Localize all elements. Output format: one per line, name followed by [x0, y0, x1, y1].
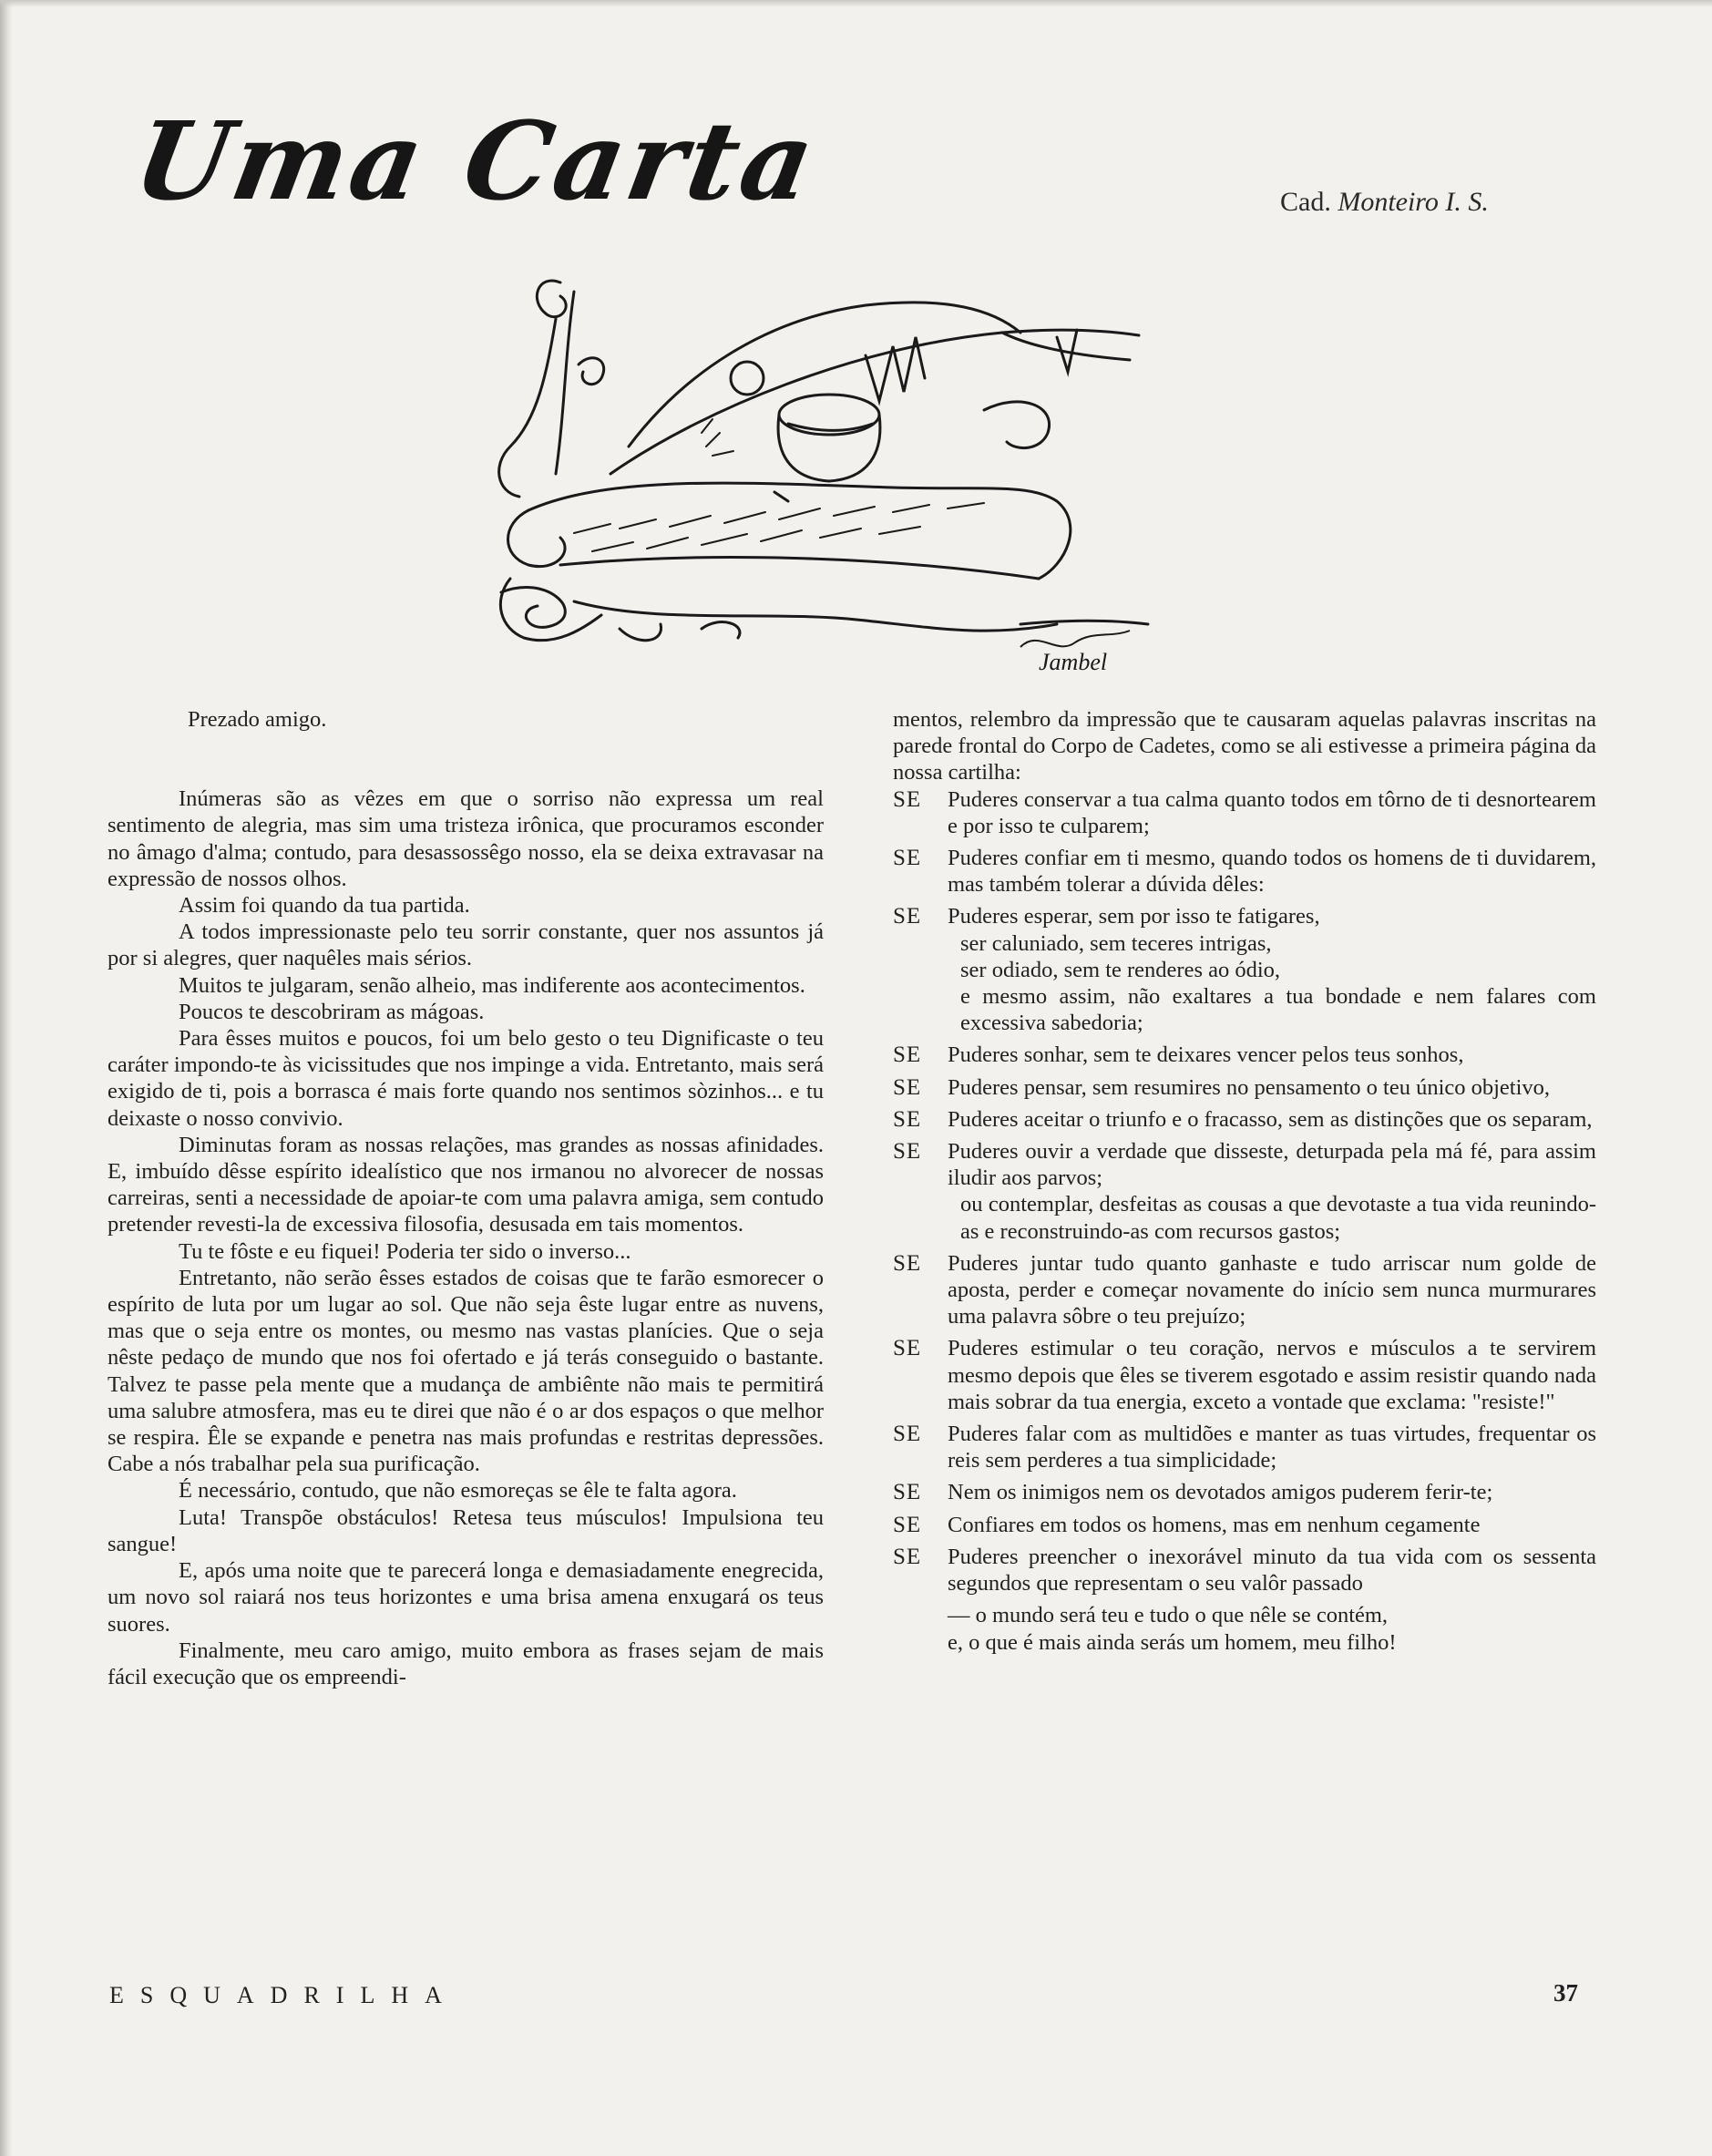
letter-right-column — [893, 706, 1596, 1656]
byline-author: Monteiro I. S. — [1338, 187, 1489, 217]
left-paragraph: Tu te fôste e eu fiquei! Poderia ter sido o inverso... — [179, 1238, 631, 1264]
left-paragraph: Muitos te julgaram, senão alheio, mas indiferente aos acontecimentos. — [179, 972, 805, 998]
se-verse-line: Puderes sonhar, sem te deixares vencer pelos teus sonhos, — [948, 1042, 1464, 1068]
se-verse-line: Puderes juntar tudo quanto ganhaste e tudo arriscar num golde de aposta, perder e começar novamente do início sem nunca murmurares uma palavra sôbre o teu prejuízo; — [948, 1250, 1596, 1330]
left-paragraph: Diminutas foram as nossas relações, mas grandes as nossas afinidades. E, imbuído dêsse espírito idealístico que nos irmanou no alvorecer de nossas carreiras, senti a necessidade de apoiar-te com uma palavra amiga, sem contudo pretender revesti-la de excessiva filosofia, desusada em tais momentos. — [108, 1132, 824, 1237]
se-verse-line: Puderes conservar a tua calma quanto todos em tôrno de ti desnortearem e por isso te culparem; — [948, 786, 1596, 838]
se-verse-line: Puderes preencher o inexorável minuto da tua vida com os sessenta segundos que representam o seu valôr passado — [948, 1544, 1596, 1596]
se-verse — [893, 845, 1596, 898]
closing-line: e, o que é mais ainda serás um homem, meu filho! — [948, 1629, 1397, 1655]
se-verse — [893, 1479, 1596, 1505]
left-paragraph: Poucos te descobriram as mágoas. — [179, 999, 485, 1024]
se-verse-line: Puderes esperar, sem por isso te fatigares, — [948, 904, 1320, 929]
se-verse — [893, 1421, 1596, 1473]
right-intro-paragraph: mentos, relembro da impressão que te causaram aquelas palavras inscritas na parede frontal do Corpo de Cadetes, como se ali estivesse a primeira página da nossa cartilha: — [893, 707, 1596, 785]
se-word: SE — [893, 1042, 922, 1068]
se-verse-line: Puderes aceitar o triunfo e o fracasso, sem as distinções que os separam, — [948, 1106, 1593, 1132]
se-word: SE — [893, 904, 922, 929]
left-paragraph: É necessário, contudo, que não esmoreças se êle te falta agora. — [179, 1478, 737, 1504]
se-word: SE — [893, 1480, 922, 1505]
se-verse-line: Puderes falar com as multidões e manter as tuas virtudes, frequentar os reis sem perderes a tua simplicidade; — [948, 1422, 1596, 1473]
page-top-edge — [0, 0, 1712, 7]
se-verse — [893, 1512, 1596, 1538]
se-verse-line: Puderes confiar em ti mesmo, quando todos os homens de ti duvidarem, mas também tolerar a dúvida dêles: — [948, 846, 1596, 898]
artist-signature: Jambel — [1039, 649, 1108, 675]
left-paragraph: A todos impressionaste pelo teu sorrir constante, quer nos assuntos já por si alegres, quer naquêles mais sérios. — [108, 919, 824, 971]
letter-salutation: Prezado amigo. — [188, 707, 327, 732]
se-verse-line: Nem os inimigos nem os devotados amigos puderem ferir-te; — [948, 1480, 1493, 1505]
se-verse-line: Puderes estimular o teu coração, nervos e músculos a te servirem mesmo depois que êles se tiverem esgotado e assim resistir quando nada mais sobrar da tua energia, exceto a vontade que exclama: "resiste!" — [948, 1336, 1596, 1414]
se-verse — [893, 903, 1596, 1036]
left-paragraph: Finalmente, meu caro amigo, muito embora as frases sejam de mais fácil execução que os empreendi- — [108, 1638, 824, 1689]
se-verse-line: Puderes pensar, sem resumires no pensamento o teu único objetivo, — [948, 1074, 1551, 1100]
se-word: SE — [893, 846, 922, 871]
left-paragraph: Para êsses muitos e poucos, foi um belo gesto o teu Dignificaste o teu caráter impondo-te às vicissitudes que nos impinge a vida. Entretanto, mais será exigido de ti, pois a borrasca é mais forte quando nos sentimos sòzinhos... e tu deixaste o nosso convivio. — [108, 1026, 824, 1131]
left-paragraph: Assim foi quando da tua partida. — [179, 893, 470, 919]
se-word: SE — [893, 1074, 922, 1100]
se-word: SE — [893, 1139, 922, 1165]
page-edge-shadow — [0, 0, 13, 2156]
byline — [1280, 187, 1489, 218]
se-word: SE — [893, 1544, 922, 1569]
se-verse — [893, 1106, 1596, 1133]
se-verse-line: Confiares em todos os homens, mas em nenhum cegamente — [948, 1512, 1481, 1537]
se-verse — [893, 1335, 1596, 1415]
magazine-name: ESQUADRILHA — [109, 1982, 458, 2008]
se-word: SE — [893, 1250, 922, 1276]
se-verse — [893, 1544, 1596, 1596]
se-word: SE — [893, 1336, 922, 1361]
left-paragraph: Entretanto, não serão êsses estados de coisas que te farão esmorecer o espírito de luta por um lugar ao sol. Que não seja êste lugar entre as nuvens, mas que o seja entre os montes, ou mesmo nas vastas planícies. Que o seja nêste pedaço de mundo que nos foi ofertado e já terás conseguido o bastante. Talvez te passe pela mente que a mudança de ambiênte não mais te permitirá uma salubre atmosfera, mas eu te direi que não é o ar dos espaços o que melhor se respira. Êle se expande e penetra nas mais profundas e restritas depressões. Cabe a nós trabalhar pela sua purificação. — [108, 1265, 824, 1477]
se-verse-line: Puderes ouvir a verdade que disseste, deturpada pela má fé, para assim iludir aos parvos; — [948, 1139, 1596, 1191]
page-title: Uma Carta — [125, 98, 827, 224]
quill-inkwell-scroll-illustration — [474, 264, 1184, 683]
se-word: SE — [893, 786, 922, 812]
left-paragraph: Inúmeras são as vêzes em que o sorriso não expressa um real sentimento de alegria, mas sim uma tristeza irônica, que procuramos esconder no âmago d'alma; contudo, para desassossêgo nosso, ela se deixa extravasar na expressão de nossos olhos. — [108, 786, 824, 891]
left-paragraph: E, após uma noite que te parecerá longa e demasiadamente enegrecida, um novo sol raiará nos teus horizontes e uma brisa amena enxugará os teus suores. — [108, 1558, 824, 1637]
se-word: SE — [893, 1106, 922, 1132]
letter-left-column — [108, 706, 824, 1690]
se-verse-line: ou contemplar, desfeitas as cousas a que devotaste a tua vida reunindo-as e reconstruindo-as com recursos gastos; — [960, 1192, 1596, 1244]
se-verse — [893, 1138, 1596, 1245]
se-verse — [893, 1074, 1596, 1101]
se-verse-list — [893, 786, 1596, 1597]
byline-rank: Cad. — [1280, 187, 1331, 217]
se-verse — [893, 786, 1596, 839]
page-number: 37 — [1553, 1979, 1578, 2007]
se-verse-line: e mesmo assim, não exaltares a tua bondade e nem falares com excessiva sabedoria; — [960, 984, 1596, 1036]
se-verse-line: ser odiado, sem te renderes ao ódio, — [960, 957, 1281, 982]
closing-lines — [893, 1602, 1596, 1655]
se-word: SE — [893, 1422, 922, 1447]
se-verse — [893, 1042, 1596, 1068]
se-verse-line: ser caluniado, sem teceres intrigas, — [960, 930, 1272, 956]
se-verse — [893, 1250, 1596, 1330]
se-word: SE — [893, 1512, 922, 1537]
left-paragraph: Luta! Transpõe obstáculos! Retesa teus músculos! Impulsiona teu sangue! — [108, 1504, 824, 1556]
closing-line: — o mundo será teu e tudo o que nêle se contém, — [948, 1603, 1389, 1628]
